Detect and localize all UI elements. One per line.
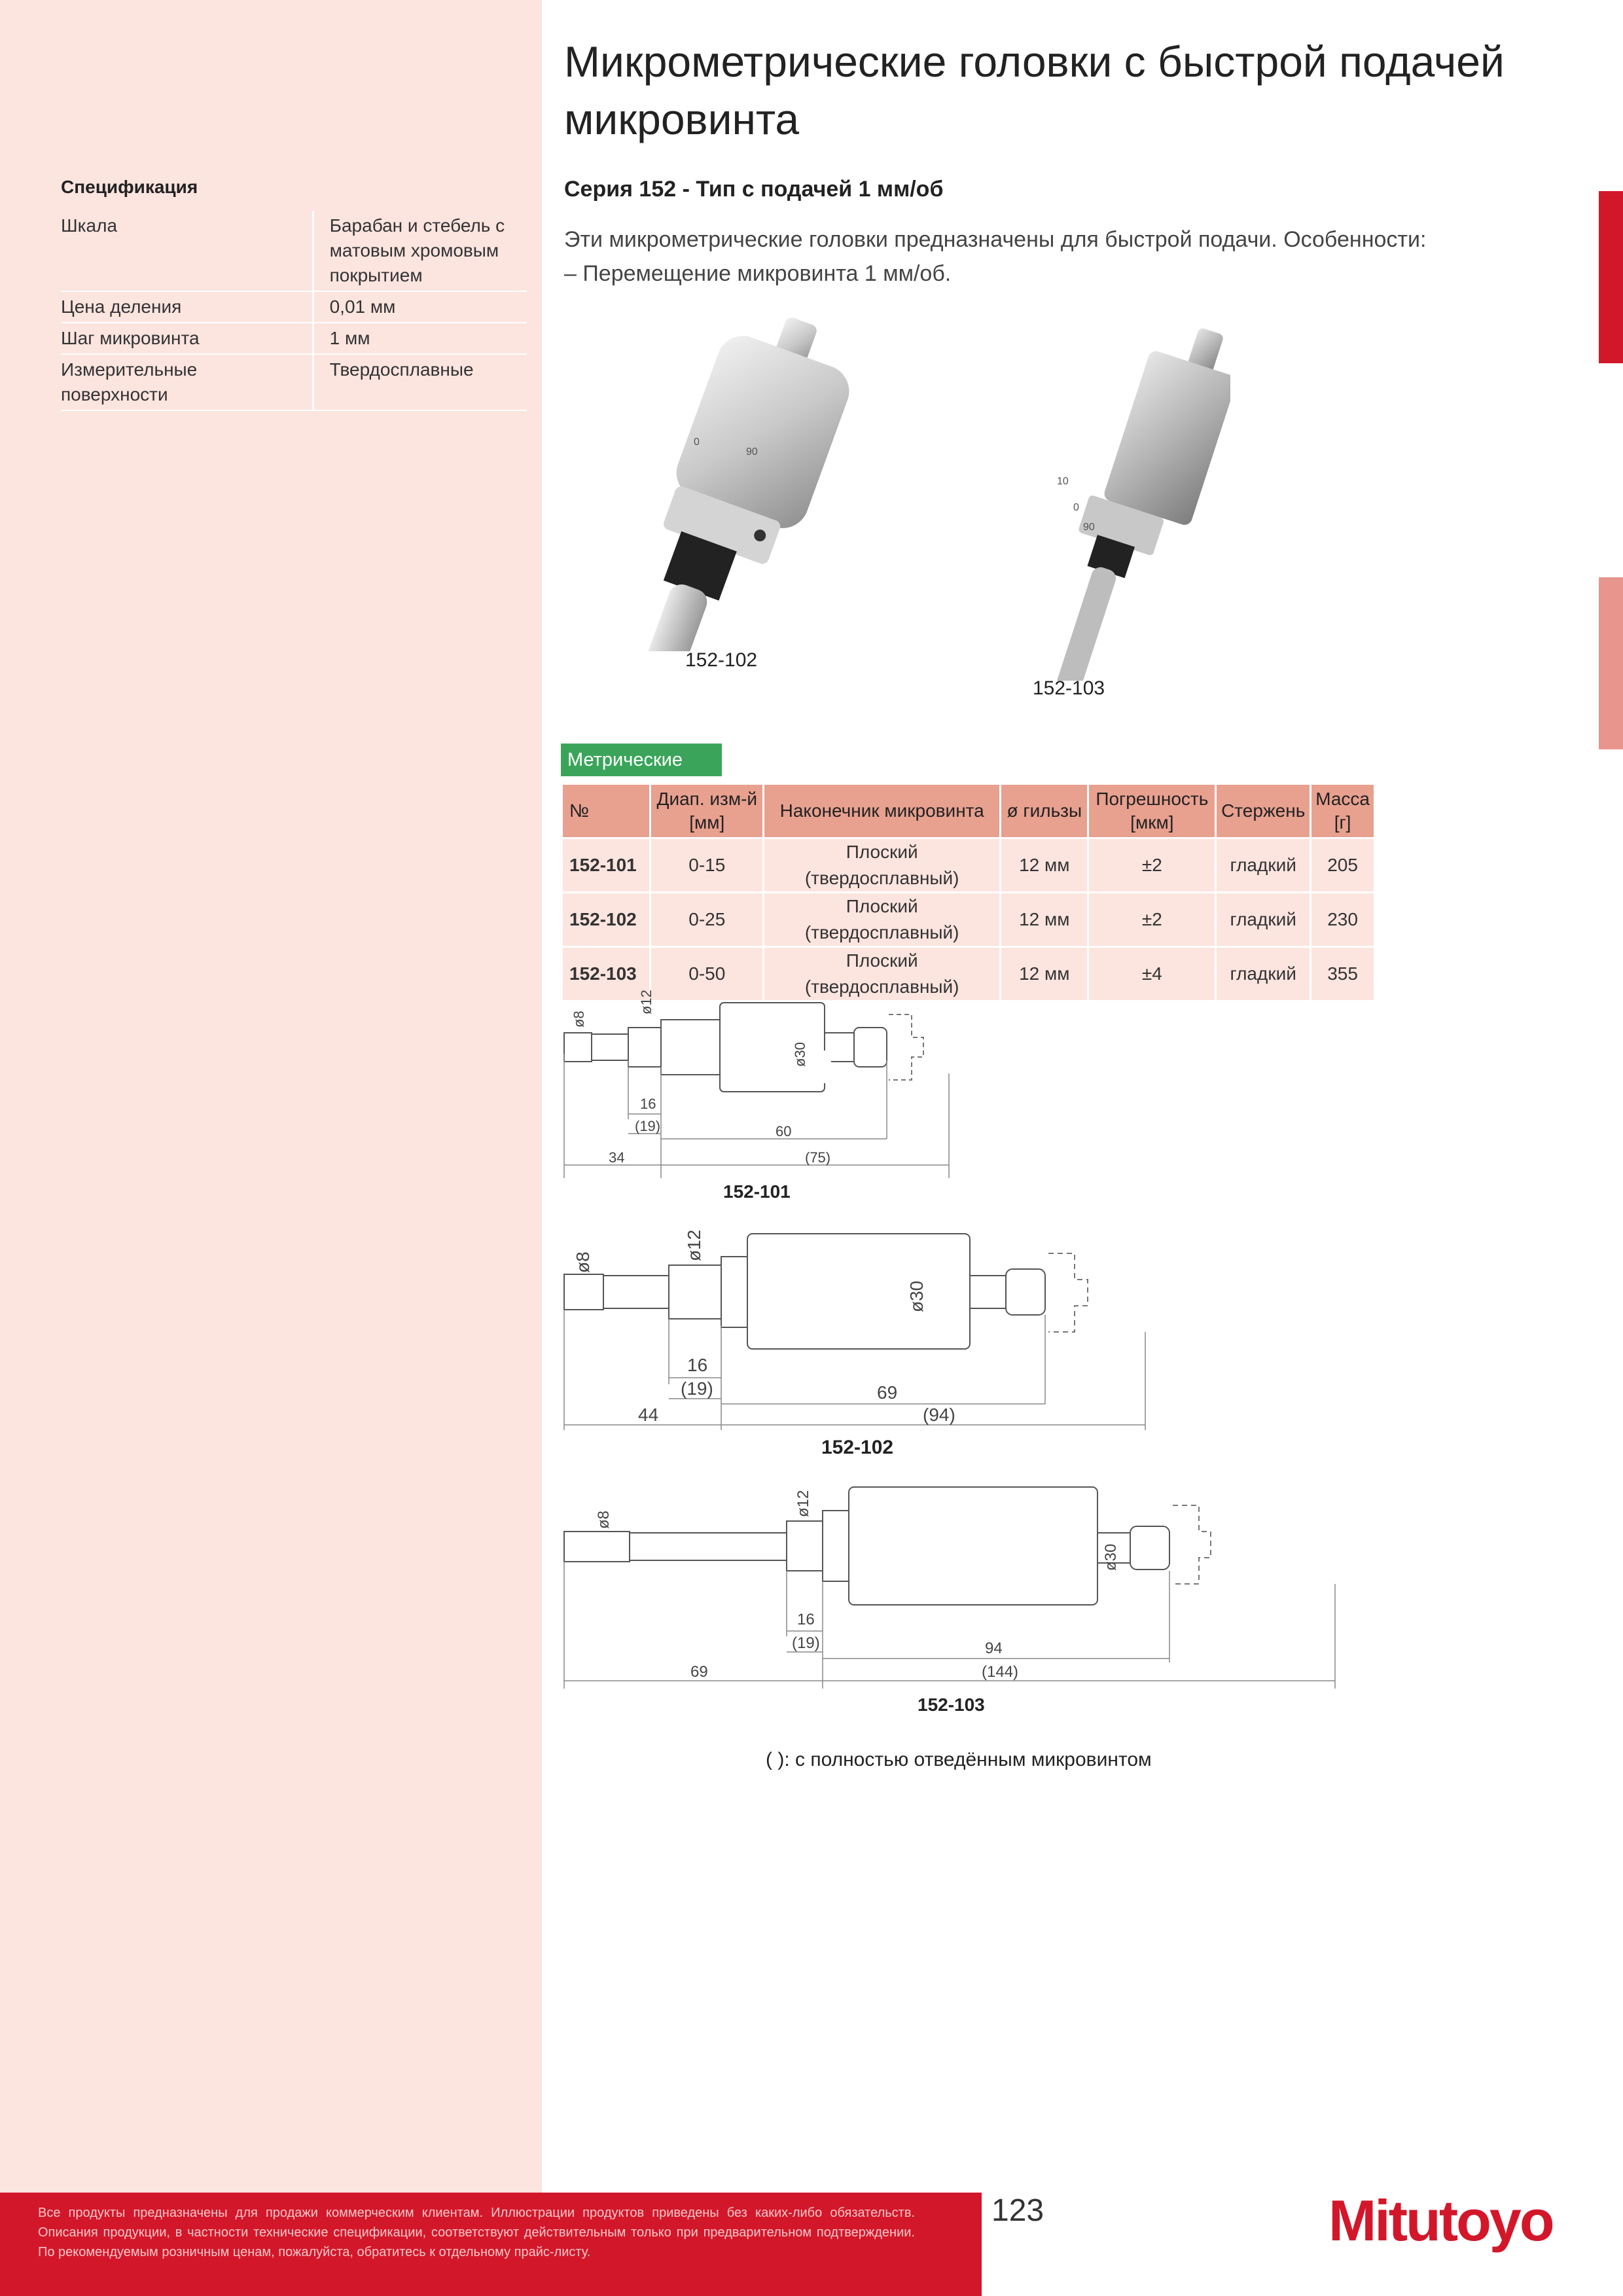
dim-label: ø8 — [571, 1011, 587, 1028]
scale-label: 90 — [1083, 522, 1095, 533]
dim-label: 69 — [690, 1663, 708, 1681]
footnote: ( ): с полностью отведённым микровинтом — [766, 1749, 1152, 1770]
dim-label: 94 — [985, 1640, 1003, 1657]
spec-value: 0,01 мм — [313, 291, 527, 323]
spec-value: 1 мм — [313, 323, 527, 354]
section-tab-pink — [1599, 577, 1623, 749]
dim-label: 69 — [877, 1382, 898, 1403]
cell: 12 мм — [1001, 893, 1087, 946]
cell: ±4 — [1089, 948, 1215, 1000]
dim-label: (19) — [635, 1118, 661, 1134]
spec-label: Измерительные поверхности — [61, 354, 313, 410]
cell: 12 мм — [1001, 948, 1087, 1000]
page-title: Микрометрические головки с быстрой подачей микровинта — [564, 37, 1505, 143]
cell: ±2 — [1089, 839, 1215, 891]
dim-label: 44 — [638, 1405, 659, 1425]
spec-heading: Спецификация — [61, 177, 198, 197]
dim-label: ø12 — [684, 1229, 704, 1261]
cell: 152-101 — [563, 839, 649, 891]
cell: 205 — [1311, 839, 1374, 891]
dim-label: ø30 — [792, 1042, 808, 1067]
spec-label: Цена деления — [61, 291, 313, 323]
dim-label: ø12 — [794, 1490, 812, 1517]
description — [564, 223, 1546, 291]
metric-tag: Метрические — [561, 744, 722, 776]
description-bullet: – Перемещение микровинта 1 мм/об. — [564, 261, 952, 286]
dim-label: 16 — [640, 1096, 656, 1112]
scale-label: 90 — [746, 446, 758, 457]
scale-label: 10 — [1057, 476, 1069, 487]
drawing-152-103 — [556, 1473, 1381, 1734]
scale-label: 0 — [1073, 502, 1079, 513]
spec-row — [61, 354, 527, 410]
spec-value: Твердосплавные — [313, 354, 527, 410]
product-photo-152-103 — [916, 314, 1230, 681]
dim-label: (144) — [982, 1663, 1019, 1681]
dim-label: 16 — [797, 1611, 815, 1628]
drawing-caption: 152-101 — [723, 1181, 791, 1202]
spec-label: Шкала — [61, 211, 313, 291]
cell: Плоский (твердосплавный) — [764, 893, 999, 946]
mitutoyo-logo: Mitutoyo — [1329, 2188, 1553, 2253]
cell: 0-50 — [651, 948, 762, 1000]
spec-row — [61, 323, 527, 354]
photo-caption: 152-103 — [1033, 677, 1105, 699]
dim-label: ø8 — [595, 1510, 613, 1529]
cell: 12 мм — [1001, 839, 1087, 891]
photo-caption: 152-102 — [685, 649, 758, 671]
col-header: Диап. изм-й [мм] — [651, 785, 762, 837]
dim-label: ø30 — [906, 1280, 927, 1312]
section-tab-red — [1599, 191, 1623, 363]
cell: гладкий — [1217, 839, 1310, 891]
cell: гладкий — [1217, 948, 1310, 1000]
col-header: Наконечник микровинта — [764, 785, 999, 837]
dim-label: 16 — [687, 1355, 708, 1375]
drawing-caption: 152-103 — [918, 1695, 985, 1715]
dim-label: ø8 — [573, 1251, 593, 1273]
cell: 355 — [1311, 948, 1374, 1000]
cell: гладкий — [1217, 893, 1310, 946]
cell: 230 — [1311, 893, 1374, 946]
cell: 152-102 — [563, 893, 649, 946]
cell: 0-25 — [651, 893, 762, 946]
col-header: № — [563, 785, 649, 837]
table-row — [563, 893, 1374, 946]
col-header: Масса [г] — [1311, 785, 1374, 837]
table-row — [563, 839, 1374, 891]
product-photo-152-102 — [563, 311, 851, 651]
dim-label: ø12 — [638, 990, 654, 1014]
dim-label: ø30 — [1102, 1543, 1120, 1571]
dim-label: 34 — [609, 1149, 625, 1166]
table-header-row — [563, 785, 1374, 837]
cell: ±2 — [1089, 893, 1215, 946]
dim-label: (19) — [792, 1634, 820, 1652]
scale-label: 0 — [694, 437, 700, 448]
dim-label: (19) — [681, 1378, 713, 1399]
drawing-caption: 152-102 — [821, 1437, 894, 1458]
col-header: Погрешность [мкм] — [1089, 785, 1215, 837]
dim-label: (75) — [805, 1149, 831, 1166]
dim-label: (94) — [923, 1405, 955, 1425]
spec-table — [61, 211, 527, 411]
drawing-152-101 — [556, 962, 1381, 1211]
cell: 0-15 — [651, 839, 762, 891]
disclaimer: Все продукты предназначены для продажи коммерческим клиентам. Иллюстрации продуктов приведены без каких-либо обязательств. Описания продукции, в частности технические спецификации, соответствуют действительным только при предварительном подтверждении. По рекомендуемым розничным ценам, пожалуйста, обратитесь к отдельному прайс-листу. — [38, 2206, 915, 2259]
col-header: Стержень — [1217, 785, 1310, 837]
spec-value: Барабан и стебель с матовым хромовым покрытием — [313, 211, 527, 291]
description-line: Эти микрометрические головки предназначены для быстрой подачи. Особенности: — [564, 227, 1427, 252]
spec-label: Шаг микровинта — [61, 323, 313, 354]
drawing-152-102 — [556, 1214, 1381, 1476]
spec-row — [61, 211, 527, 291]
cell: 152-103 — [563, 948, 649, 1000]
series-subtitle: Серия 152 - Тип с подачей 1 мм/об — [564, 177, 944, 202]
cell: Плоский (твердосплавный) — [764, 948, 999, 1000]
spec-row — [61, 291, 527, 323]
col-header: ø гильзы — [1001, 785, 1087, 837]
page-number: 123 — [991, 2193, 1044, 2228]
cell: Плоский (твердосплавный) — [764, 839, 999, 891]
dim-label: 60 — [776, 1123, 792, 1139]
